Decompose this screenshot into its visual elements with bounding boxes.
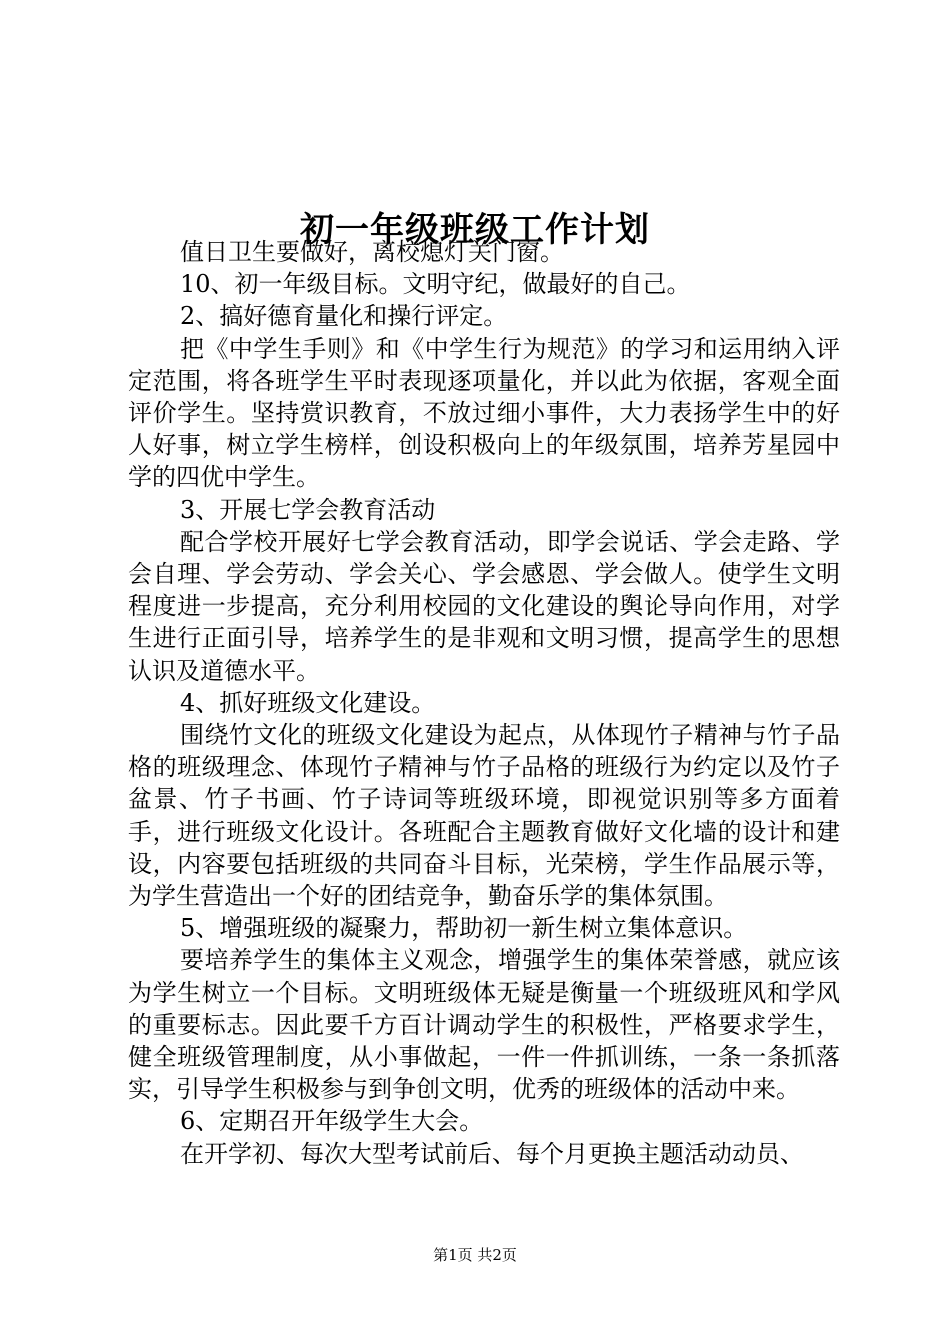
paragraph: 值日卫生要做好，离校熄灯关门窗。 [180,238,564,266]
paragraph: 把《中学生手则》和《中学生行为规范》的学习和运用纳入评定范围，将各班学生平时表现逐项量化，并以此为依据，客观全面评价学生。坚持赏识教育，不放过细小事件，大力表扬学生中的好人好事，树立学生榜样，创设积极向上的年级氛围，培养芳星园中学的四优中学生。 [128,334,840,492]
paragraph: 2、搞好德育量化和操行评定。 [180,302,508,331]
paragraph: 4、抓好班级文化建设。 [180,688,436,717]
paragraph: 要培养学生的集体主义观念，增强学生的集体荣誉感，就应该为学生树立一个目标。文明班级体无疑是衡量一个班级班风和学风的重要标志。因此要千方百计调动学生的积极性，严格要求学生，健全班级管理制度，从小事做起，一件一件抓训练，一条一条抓落实，引导学生积极参与到争创文明，优秀的班级体的活动中来。 [128,946,840,1104]
paragraph: 6、定期召开年级学生大会。 [180,1107,484,1136]
paragraph: 10、初一年级目标。文明守纪，做最好的自己。 [180,270,691,299]
paragraph: 围绕竹文化的班级文化建设为起点，从体现竹子精神与竹子品格的班级理念、体现竹子精神与竹子品格的班级行为约定以及竹子盆景、竹子书画、竹子诗词等班级环境，即视觉识别等多方面着手，进行班级文化设计。各班配合主题教育做好文化墙的设计和建设，内容要包括班级的共同奋斗目标，光荣榜，学生作品展示等，为学生营造出一个好的团结竞争，勤奋乐学的集体氛围。 [128,721,840,911]
paragraph: 在开学初、每次大型考试前后、每个月更换主题活动动员、 [180,1139,804,1168]
paragraph: 3、开展七学会教育活动 [180,495,436,524]
page-number-footer: 第1页 共2页 [433,1246,517,1264]
paragraph: 配合学校开展好七学会教育活动，即学会说话、学会走路、学会自理、学会劳动、学会关心、学会感恩、学会做人。使学生文明程度进一步提高，充分利用校园的文化建设的舆论导向作用，对学生进行正面引导，培养学生的是非观和文明习惯，提高学生的思想认识及道德水平。 [128,527,840,685]
document-body [128,236,840,1170]
page-title: 初一年级班级工作计划 [300,209,650,250]
paragraph: 5、增强班级的凝聚力，帮助初一新生树立集体意识。 [180,914,748,943]
